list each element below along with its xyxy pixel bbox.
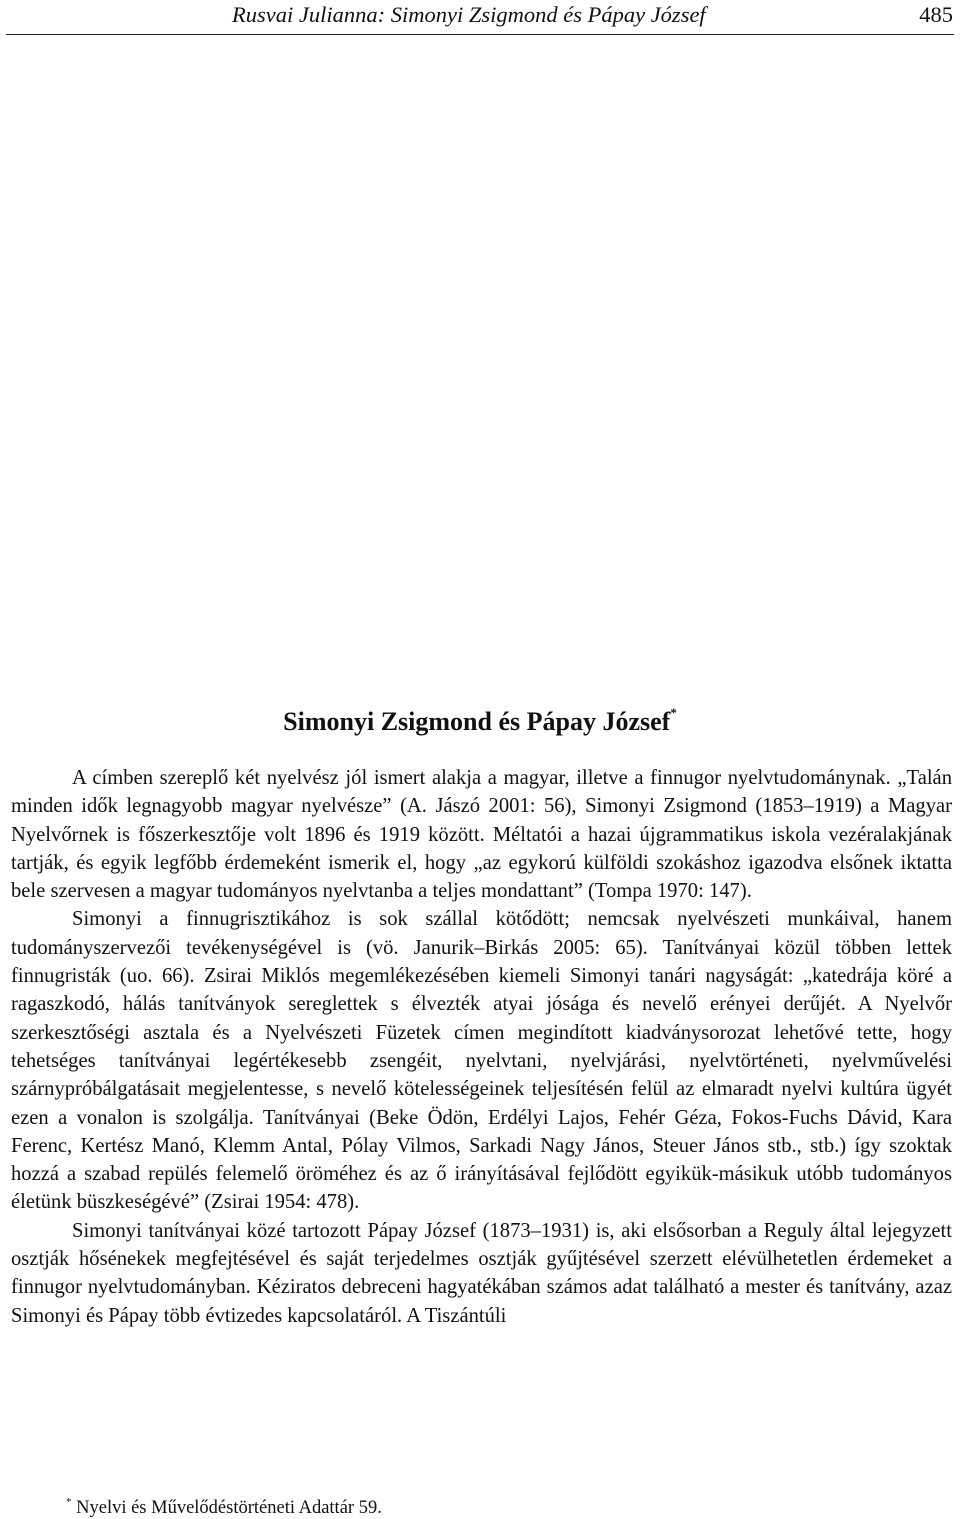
- page-number: 485: [919, 2, 953, 27]
- running-head-title: Rusvai Julianna: Simonyi Zsigmond és Pápay József: [232, 2, 706, 27]
- article-title-text: Simonyi Zsigmond és Pápay József: [283, 707, 671, 736]
- article-title: [0, 698, 960, 737]
- footnote-text: Nyelvi és Művelődéstörténeti Adattár 59.: [76, 1498, 382, 1518]
- article-body: [11, 764, 952, 1330]
- paragraph-1: A címben szereplő két nyelvész jól ismert alakja a magyar, illetve a finnugor nyelvtudománynak. „Talán minden idők legnagyobb magyar nyelvésze” (A. Jászó 2001: 56), Simonyi Zsigmond (1853–1919) a Magyar Nyelvőrnek is főszerkesztője volt 1896 és 1919 között. Méltatói a hazai újgrammatikus iskola vezéralakjának tartják, és egyik legfőbb érdemeként ismerik el, hogy „az egykorú külföldi szokáshoz igazodva elsőnek iktatta bele szervesen a magyar tudományos nyelvtanba a teljes mondattant” (Tompa 1970: 147).: [11, 767, 952, 903]
- footnote-mark: *: [66, 1496, 72, 1508]
- paragraph-3: Simonyi tanítványai közé tartozott Pápay József (1873–1931) is, aki elsősorban a Reguly által lejegyzett osztják hősénekek megfejtésével és saját terjedelmes osztják gyűjtésével szerzett elévülhetetlen érdemeket a finnugor nyelvtudományban. Kéziratos debreceni hagyatékában számos adat található a mester és tanítvány, azaz Simonyi és Pápay több évtizedes kapcsolatáról. A Tiszántúli: [11, 1219, 952, 1327]
- title-footnote-mark: *: [670, 705, 677, 720]
- running-head: [6, 0, 954, 35]
- footnote: [66, 1491, 382, 1519]
- paragraph-2: Simonyi a finnugrisztikához is sok szállal kötődött; nemcsak nyelvészeti munkáival, hanem tudományszervezői tevékenységével is (vö. Janurik–Birkás 2005: 65). Tanítványai közül többen lettek finnugristák (uo. 66). Zsirai Miklós megemlékezésében kiemeli Simonyi tanári nagyságát: „katedrája köré a ragaszkodó, hálás tanítványok sereglettek s élvezték atyai jósága és nevelő erényei derűjét. A Nyelvőr szerkesztőségi asztala és a Nyelvészeti Füzetek címen megindított kiadványsorozat lehetővé tette, hogy tehetséges tanítványai legértékesebb zsengéit, nyelvtani, nyelvjárási, nyelvtörténeti, nyelvművelési szárnypróbálgatásait megjelentesse, s nevelő kötelességeinek teljesítésén felül az elmaradt nyelvi kultúra ügyét ezen a vonalon is szolgálja. Tanítványai (Beke Ödön, Erdélyi Lajos, Fehér Géza, Fokos-Fuchs Dávid, Kara Ferenc, Kertész Manó, Klemm Antal, Pólay Vilmos, Sarkadi Nagy János, Steuer János stb., stb.) így szoktak hozzá a szabad repülés felemelő öröméhez és az ő irányításával fejlődött egyikük-másikuk utóbb tudományos életünk büszkeségévé” (Zsirai 1954: 478).: [11, 908, 952, 1214]
